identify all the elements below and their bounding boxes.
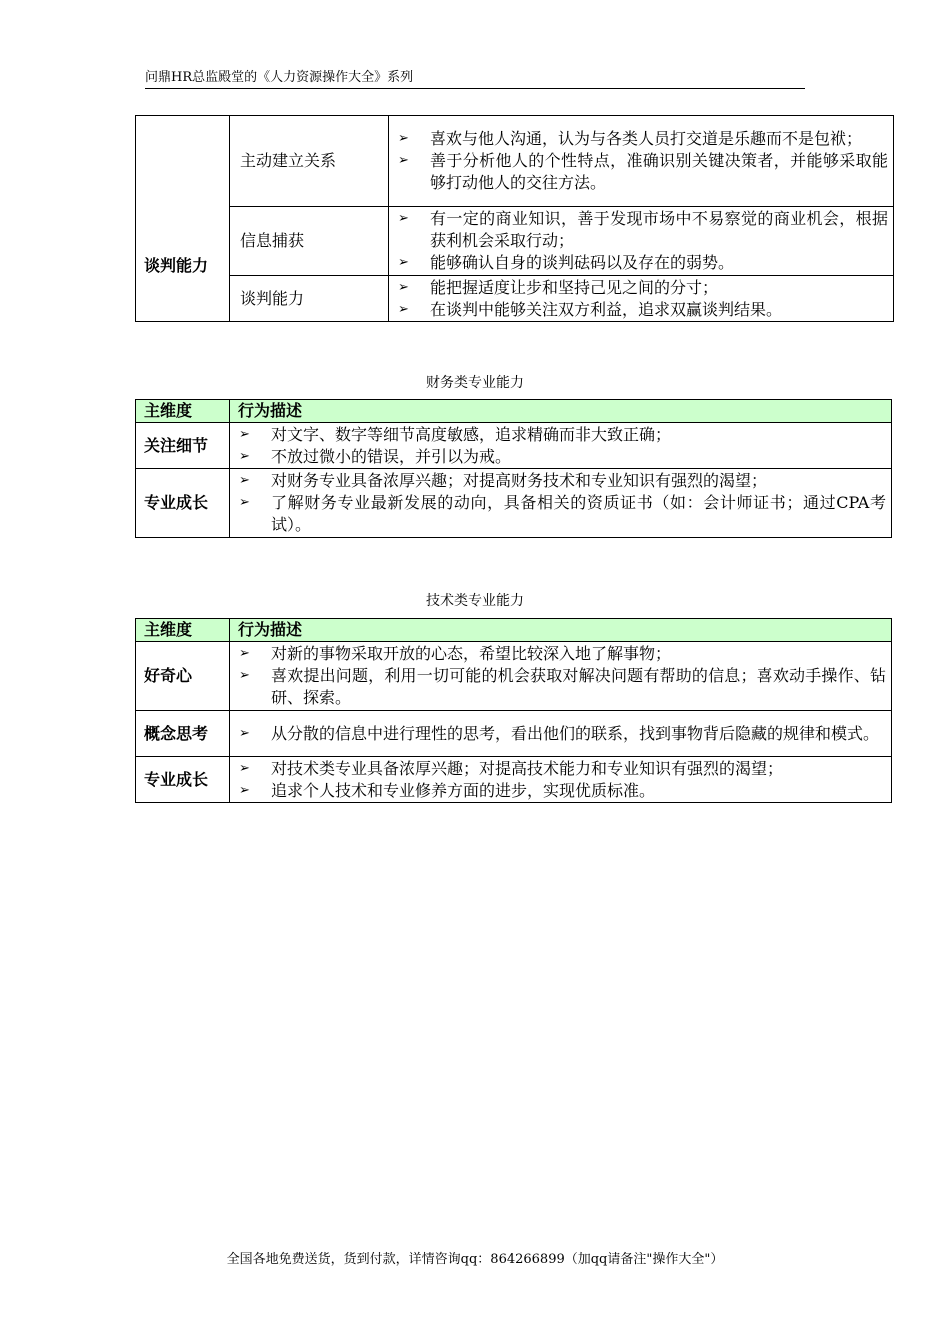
arrow-bullet-icon: ➢	[398, 131, 409, 146]
arrow-bullet-icon: ➢	[239, 473, 250, 488]
list-item: ➢ 喜欢与他人沟通，认为与各类人员打交道是乐趣而不是包袱；	[398, 129, 863, 148]
table-header-row	[136, 400, 892, 423]
finance-table	[135, 399, 892, 538]
arrow-bullet-icon: ➢	[239, 426, 250, 442]
list-item: ➢ 有一定的商业知识，善于发现市场中不易察觉的商业机会，根据获利机会采取行动；	[398, 209, 888, 250]
arrow-bullet-icon: ➢	[239, 760, 250, 776]
table-header-row	[136, 619, 892, 642]
dimension-cell: 关注细节	[136, 423, 230, 469]
table-row	[136, 423, 892, 469]
table-row	[136, 757, 892, 803]
behavior-cell	[389, 207, 894, 276]
list-item: ➢ 从分散的信息中进行理性的思考，看出他们的联系，找到事物背后隐藏的规律和模式。	[239, 723, 880, 743]
list-item: ➢ 能把握适度让步和坚持己见之间的分寸；	[398, 277, 719, 297]
sub-dimension-cell: 谈判能力	[230, 276, 389, 322]
dimension-cell	[136, 116, 230, 322]
behavior-cell	[230, 642, 892, 711]
behavior-cell	[389, 276, 894, 322]
behavior-cell	[230, 469, 892, 538]
page-footer: 全国各地免费送货，货到付款，详情咨询qq：864266899（加qq请备注"操作大全"）	[226, 1252, 724, 1267]
header-description: 行为描述	[230, 619, 892, 642]
dimension-cell: 专业成长	[136, 757, 230, 803]
arrow-bullet-icon: ➢	[239, 725, 250, 741]
arrow-bullet-icon: ➢	[239, 668, 250, 683]
dimension-cell: 概念思考	[136, 711, 230, 757]
list-item: ➢ 对文字、数字等细节高度敏感，追求精确而非大致正确；	[239, 424, 672, 444]
arrow-bullet-icon: ➢	[239, 495, 250, 510]
sub-dimension-cell: 主动建立关系	[230, 116, 389, 207]
sub-dimension-cell: 信息捕获	[230, 207, 389, 276]
arrow-bullet-icon: ➢	[239, 448, 250, 464]
list-item: ➢ 善于分析他人的个性特点，准确识别关键决策者，并能够采取能够打动他人的交往方法。	[398, 151, 888, 192]
list-item: ➢ 了解财务专业最新发展的动向，具备相关的资质证书（如：会计师证书；通过CPA考试）。	[239, 493, 886, 534]
list-item: ➢ 对财务专业具备浓厚兴趣；对提高财务技术和专业知识有强烈的渴望；	[239, 471, 768, 490]
tech-caption: 技术类专业能力	[426, 593, 524, 609]
behavior-cell	[230, 711, 892, 757]
list-item: ➢ 对新的事物采取开放的心态，希望比较深入地了解事物；	[239, 644, 672, 663]
tech-table	[135, 618, 892, 803]
arrow-bullet-icon: ➢	[398, 211, 409, 226]
header-dimension: 主维度	[136, 619, 230, 642]
list-item: ➢ 对技术类专业具备浓厚兴趣；对提高技术能力和专业知识有强烈的渴望；	[239, 758, 784, 778]
arrow-bullet-icon: ➢	[239, 782, 250, 798]
table-row	[136, 469, 892, 538]
table-row	[136, 276, 894, 322]
table-row	[136, 711, 892, 757]
negotiation-table	[135, 115, 894, 322]
behavior-cell	[230, 423, 892, 469]
list-item: ➢ 不放过微小的错误，并引以为戒。	[239, 446, 512, 466]
list-item: ➢ 在谈判中能够关注双方利益，追求双赢谈判结果。	[398, 299, 783, 319]
arrow-bullet-icon: ➢	[239, 646, 250, 661]
table-row	[136, 116, 894, 207]
page-header: 问鼎HR总监殿堂的《人力资源操作大全》系列	[145, 66, 805, 89]
arrow-bullet-icon: ➢	[398, 255, 409, 270]
table-row	[136, 642, 892, 711]
arrow-bullet-icon: ➢	[398, 279, 409, 295]
table-row	[136, 207, 894, 276]
behavior-cell	[389, 116, 894, 207]
header-dimension: 主维度	[136, 400, 230, 423]
list-item: ➢ 追求个人技术和专业修养方面的进步，实现优质标准。	[239, 780, 656, 800]
list-item: ➢ 能够确认自身的谈判砝码以及存在的弱势。	[398, 253, 735, 272]
arrow-bullet-icon: ➢	[398, 153, 409, 168]
dimension-cell: 好奇心	[136, 642, 230, 711]
finance-caption: 财务类专业能力	[426, 375, 524, 391]
dimension-label: 谈判能力	[144, 256, 209, 275]
arrow-bullet-icon: ➢	[398, 301, 409, 317]
dimension-cell: 专业成长	[136, 469, 230, 538]
behavior-cell	[230, 757, 892, 803]
header-description: 行为描述	[230, 400, 892, 423]
list-item: ➢ 喜欢提出问题，利用一切可能的机会获取对解决问题有帮助的信息；喜欢动手操作、钻研、探索。	[239, 666, 886, 707]
